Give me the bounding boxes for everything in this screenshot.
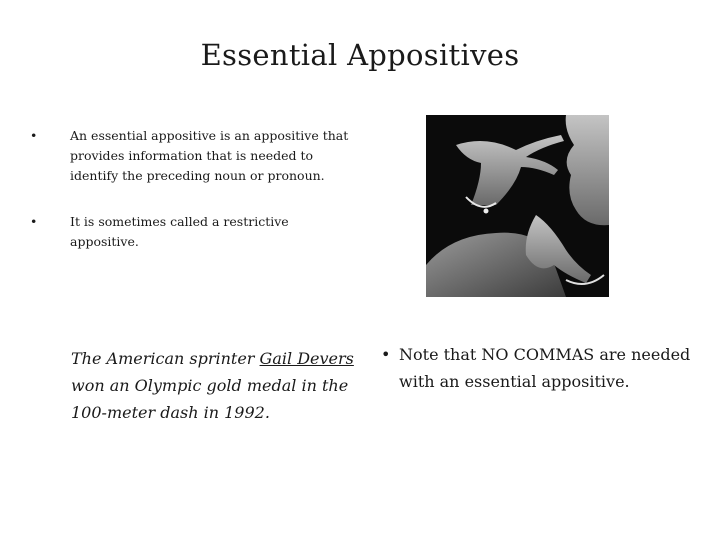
bullet-item	[30, 212, 360, 252]
bullet-dot-icon: •	[30, 128, 38, 143]
bullet-dot-icon: •	[30, 214, 38, 229]
example-after: won an Olympic gold medal in the 100-meter dash in 1992.	[71, 376, 349, 422]
note-text: Note that NO COMMAS are needed with an essential appositive.	[399, 345, 691, 391]
example-appositive-name: Gail Devers	[259, 349, 354, 368]
sprinter-photo	[426, 115, 609, 297]
example-sentence	[71, 345, 361, 426]
bullet-text: An essential appositive is an appositive that provides information that is needed to identify the preceding noun or pronoun.	[70, 128, 349, 183]
bullet-text: It is sometimes called a restrictive appositive.	[70, 214, 289, 249]
comma-note	[381, 341, 701, 395]
bullet-item	[30, 126, 360, 186]
example-before: The American sprinter	[71, 349, 260, 368]
definition-bullets	[30, 126, 360, 278]
sprinter-photo-graphic	[426, 115, 609, 297]
slide-title: Essential Appositives	[200, 38, 520, 72]
note-bullet-icon: •	[381, 345, 391, 364]
